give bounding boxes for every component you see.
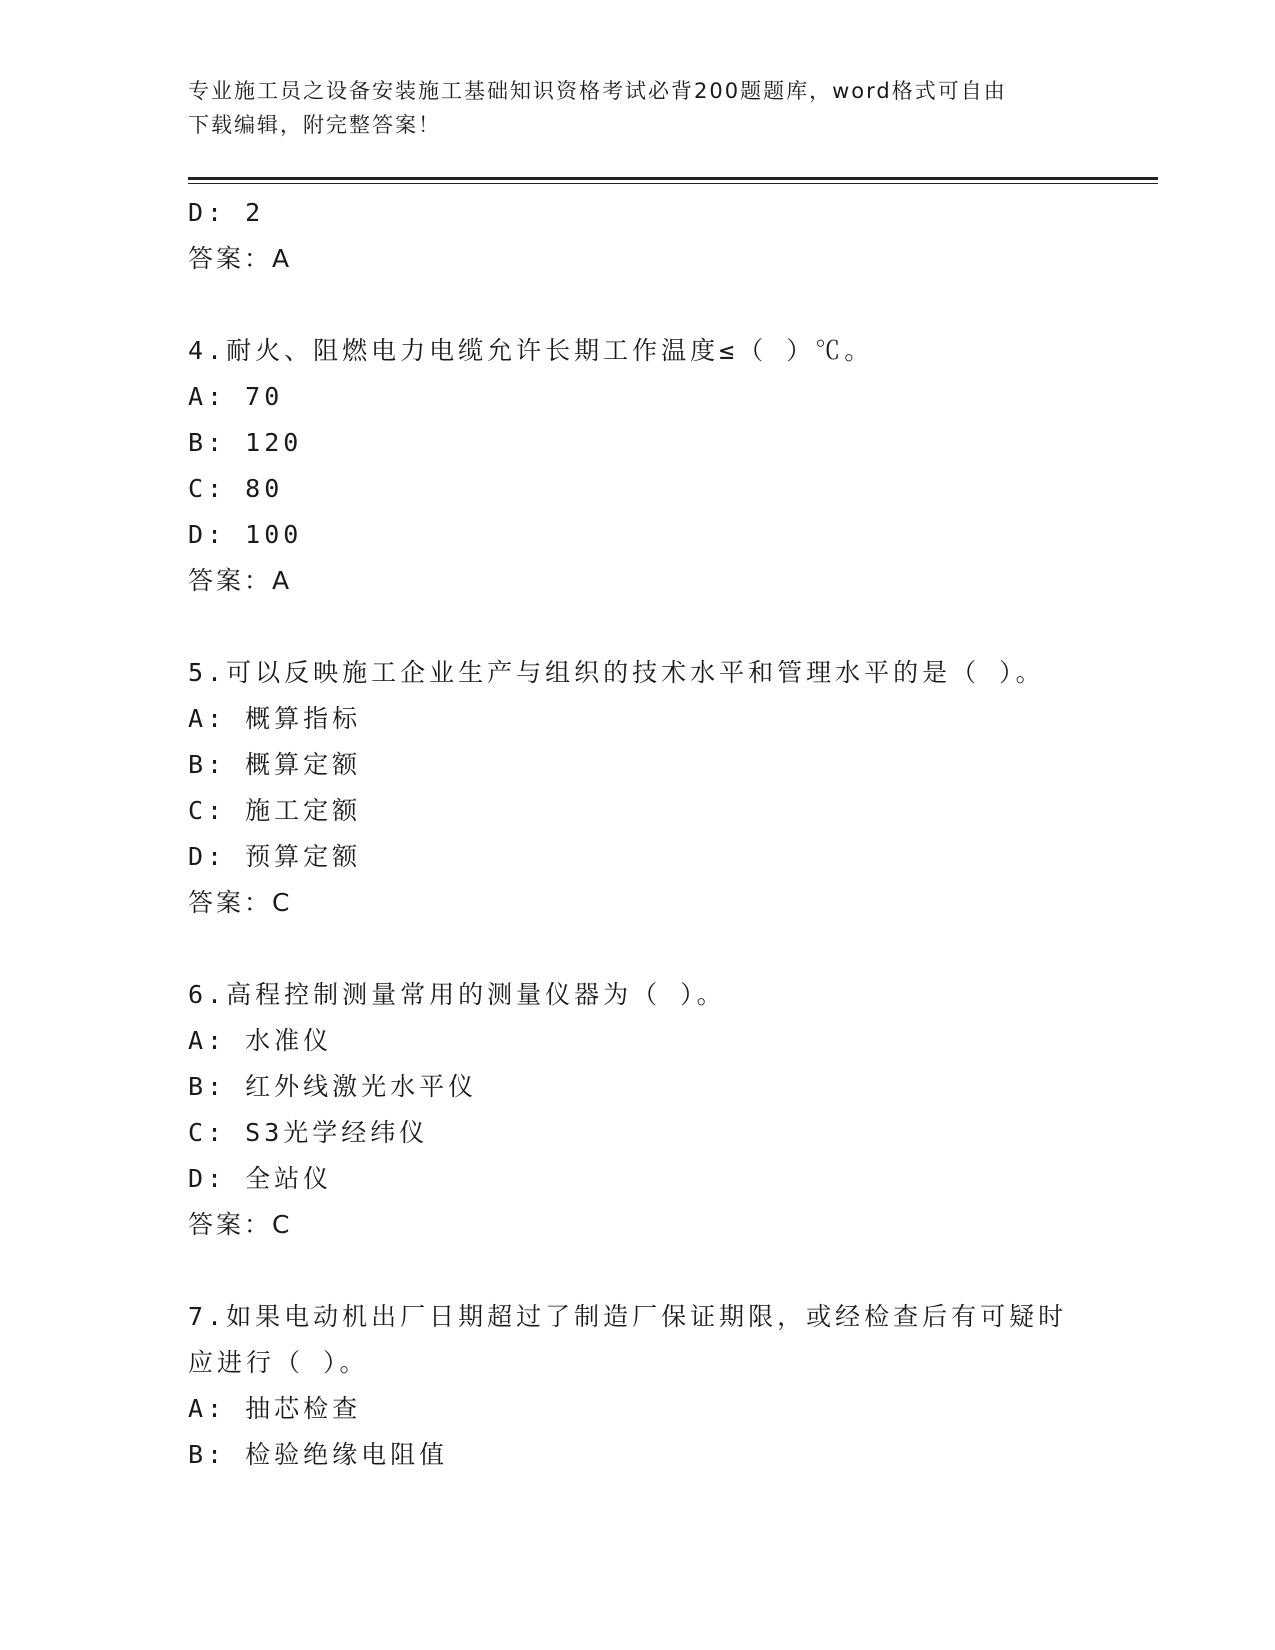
question-stem-line-1: 7.如果电动机出厂日期超过了制造厂保证期限，或经检查后有可疑时 [188, 1302, 1068, 1331]
question-5 [188, 650, 1088, 926]
option-d: D: 预算定额 [188, 842, 362, 871]
option-b: B: 概算定额 [188, 750, 362, 779]
question-6 [188, 972, 1088, 1248]
header-line-1: 专业施工员之设备安装施工基础知识资格考试必背200题题库，word格式可自由 [188, 79, 1007, 103]
option-b: B: 检验绝缘电阻值 [188, 1440, 449, 1469]
option-c: C: S3光学经纬仪 [188, 1118, 429, 1147]
header-divider-thin [188, 183, 1158, 184]
answer: 答案：C [188, 1210, 293, 1239]
partial-question-3 [188, 190, 1088, 282]
option-b: B: 红外线激光水平仪 [188, 1072, 478, 1101]
option-c: C: 80 [188, 474, 284, 503]
option-d: D: 2 [188, 198, 265, 227]
option-b: B: 120 [188, 428, 303, 457]
answer: 答案：A [188, 566, 293, 595]
option-a: A: 水准仪 [188, 1026, 333, 1055]
question-content [188, 190, 1088, 1478]
option-a: A: 70 [188, 382, 284, 411]
question-4 [188, 328, 1088, 604]
option-d: D: 全站仪 [188, 1164, 333, 1193]
answer: 答案：A [188, 244, 293, 273]
header-divider-thick [188, 177, 1158, 180]
option-d: D: 100 [188, 520, 303, 549]
answer: 答案：C [188, 888, 293, 917]
question-stem: 4.耐火、阻燃电力电缆允许长期工作温度≤（ ）℃。 [188, 336, 874, 365]
option-a: A: 抽芯检查 [188, 1394, 362, 1423]
option-a: A: 概算指标 [188, 704, 362, 733]
question-stem: 6.高程控制测量常用的测量仪器为（ ）。 [188, 980, 726, 1009]
question-7 [188, 1294, 1088, 1478]
option-c: C: 施工定额 [188, 796, 362, 825]
document-header [188, 74, 1068, 142]
question-stem-line-2: 应进行（ ）。 [188, 1348, 369, 1377]
header-line-2: 下载编辑，附完整答案！ [188, 113, 441, 137]
question-stem: 5.可以反映施工企业生产与组织的技术水平和管理水平的是（ ）。 [188, 658, 1045, 687]
